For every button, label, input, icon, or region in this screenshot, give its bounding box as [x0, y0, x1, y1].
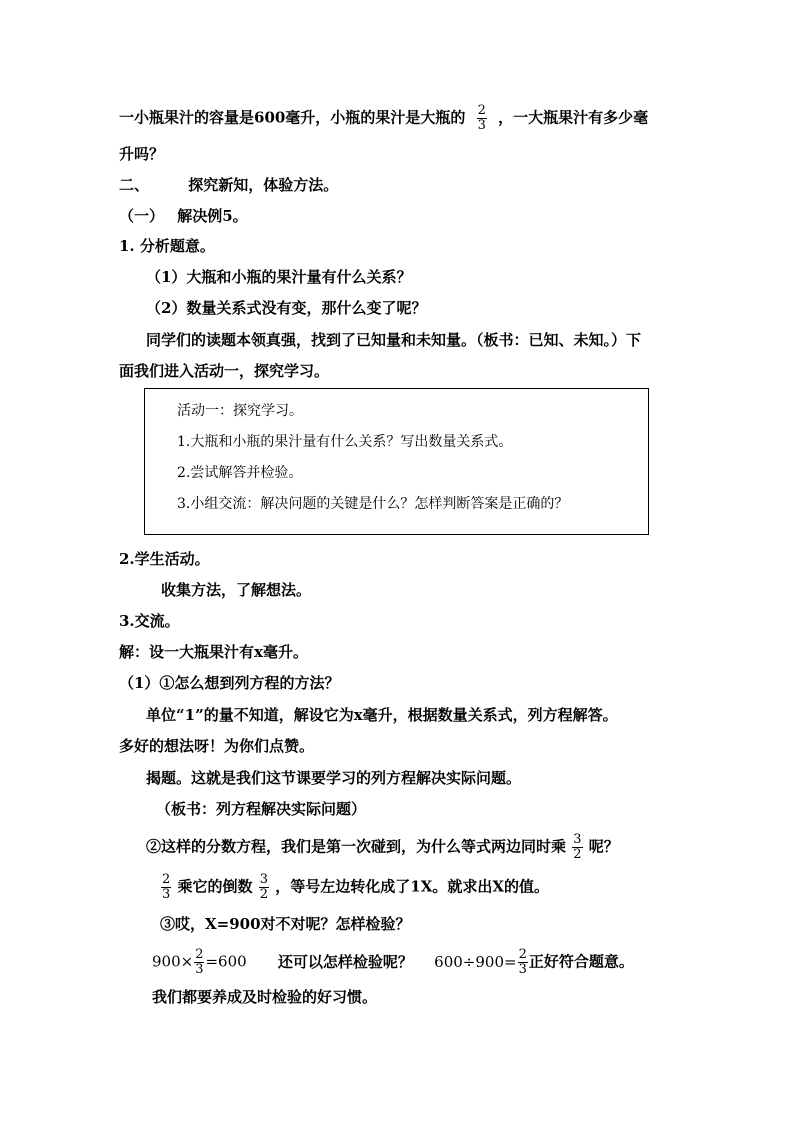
item-two-text: 收集方法，了解想法。 [161, 581, 312, 599]
section-two-title: 探究新知，体验方法。 [188, 176, 339, 194]
section-two-number: 二、 [119, 176, 150, 194]
activity-step-1: 1.大瓶和小瓶的果汁量有什么关系？写出数量关系式。 [177, 434, 513, 450]
check-expression-e: 正好符合题意。 [528, 952, 634, 971]
intro-line-1 [119, 104, 648, 133]
fraction-question-text: ②这样的分数方程，我们是第一次碰到，为什么等式两边同时乘 [146, 837, 567, 856]
fraction-two-thirds-2: $\frac{2}{3}$ [162, 872, 171, 902]
reciprocal-text-a: 乘它的倒数 [177, 877, 253, 896]
activity-step-3: 3.小组交流：解决问题的关键是什么？怎样判断答案是正确的？ [177, 496, 569, 512]
paragraph-one-line-1: 同学们的读题本领真强，找到了已知量和未知量。（板书：已知、未知。）下 [146, 331, 642, 349]
check-expression-d: 600÷900= [434, 952, 517, 971]
fraction-two-thirds-3: $\frac{2}{3}$ [195, 947, 204, 977]
question-two: （2）数量关系式没有变，那什么变了呢？ [146, 299, 427, 317]
check-question: ③哎，X=900对不对呢？怎样检验？ [160, 915, 411, 933]
item-three: 3.交流。 [119, 612, 180, 630]
solution-setup: 解：设一大瓶果汁有x毫升。 [119, 643, 308, 661]
fraction-three-halves-2: $\frac{3}{2}$ [259, 872, 269, 902]
intro-text-a: 一小瓶果汁的容量是600毫升，小瓶的果汁是大瓶的 [119, 108, 466, 127]
item-two: 2.学生活动。 [119, 550, 210, 568]
activity-step-2: 2.尝试解答并检验。 [177, 465, 303, 481]
fraction-two-thirds: $\frac{2}{3}$ [477, 103, 486, 133]
item-one: 1. 分析题意。 [119, 237, 215, 255]
reciprocal-line [160, 873, 549, 902]
board-note: （板书：列方程解决实际问题） [156, 800, 367, 818]
check-line [152, 948, 634, 977]
check-expression-a: 900× [152, 952, 194, 971]
sub-one-number: （一） [119, 207, 165, 225]
fraction-question [146, 833, 619, 862]
fraction-question-end: 呢？ [588, 837, 619, 856]
activity-title: 活动一：探究学习。 [177, 403, 303, 419]
sub-one-title: 解决例5。 [177, 207, 248, 225]
habit-line: 我们都要养成及时检验的好习惯。 [152, 988, 378, 1006]
intro-text-b: ，一大瓶果汁有多少毫 [498, 108, 649, 127]
section-two-heading [119, 175, 338, 195]
activity-box [144, 388, 649, 535]
step-one-paragraph-line-1: 单位“1”的量不知道，解设它为x毫升，根据数量关系式，列方程解答。 [146, 706, 618, 724]
reciprocal-text-b: ，等号左边转化成了1X。就求出X的值。 [275, 877, 549, 896]
paragraph-one-line-2: 面我们进入活动一，探究学习。 [119, 362, 330, 380]
question-one: （1）大瓶和小瓶的果汁量有什么关系？ [146, 268, 412, 286]
check-expression-b: =600 [205, 952, 247, 971]
fraction-three-halves: $\frac{3}{2}$ [573, 832, 582, 862]
step-one-question: （1）①怎么想到列方程的方法？ [119, 674, 340, 692]
reveal-topic: 揭题。这就是我们这节课要学习的列方程解决实际问题。 [146, 769, 522, 787]
fraction-two-thirds-4: $\frac{2}{3}$ [518, 947, 527, 977]
check-alt-question: 还可以怎样检验呢？ [277, 952, 413, 971]
step-one-paragraph-line-2: 多好的想法呀！为你们点赞。 [119, 737, 315, 755]
intro-line-2: 升吗？ [119, 145, 165, 163]
sub-one-heading [119, 206, 248, 226]
